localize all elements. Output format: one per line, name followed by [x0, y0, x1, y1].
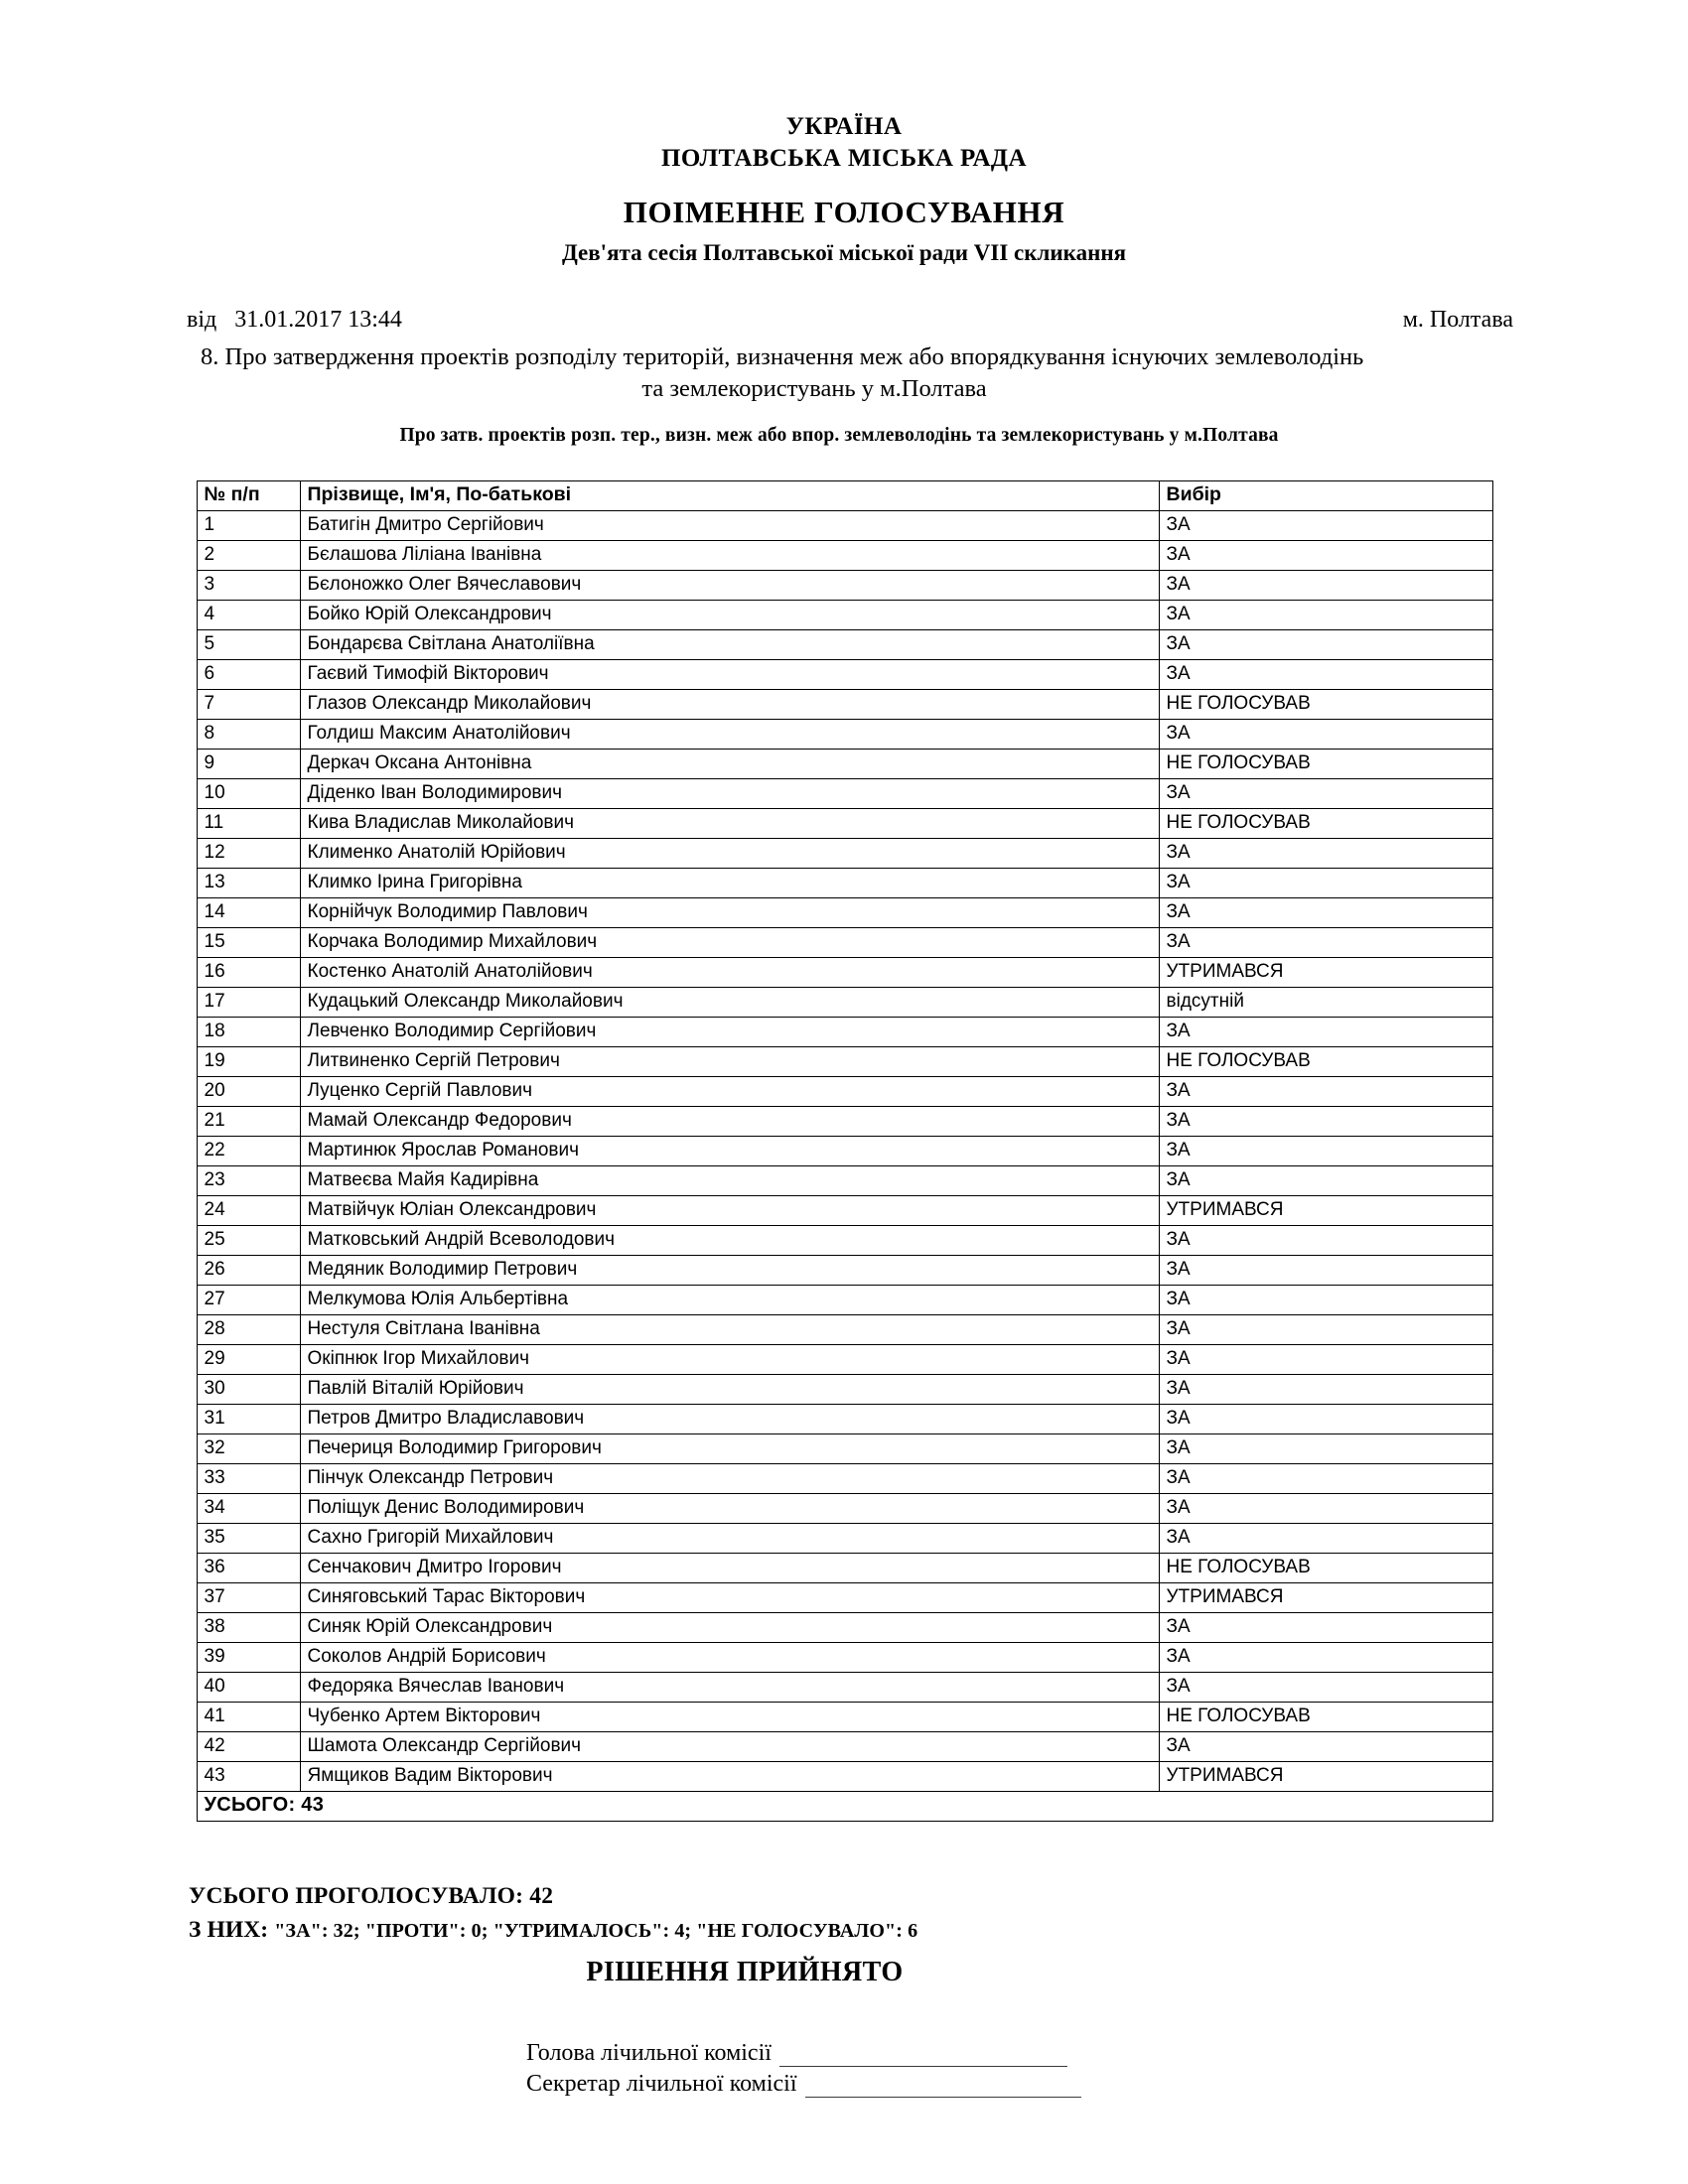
votes-table-body [197, 510, 1492, 1791]
table-row [197, 1463, 1492, 1493]
cell-deputy-name: Окіпнюк Ігор Михайлович [300, 1344, 1159, 1374]
cell-number: 36 [197, 1553, 300, 1582]
cell-vote-choice: ЗА [1159, 1344, 1492, 1374]
column-header-name: Прізвище, Ім'я, По-батькові [300, 480, 1159, 510]
table-row [197, 570, 1492, 600]
header-document-title: ПОІМЕННЕ ГОЛОСУВАННЯ [623, 195, 1065, 229]
cell-number: 3 [197, 570, 300, 600]
agenda-short-title: Про затв. проектів розп. тер., визн. меж або впор. землеволодінь та землекористувань у м.Полтава [399, 424, 1279, 446]
cell-deputy-name: Голдиш Максим Анатолійович [300, 719, 1159, 749]
cell-number: 41 [197, 1702, 300, 1731]
cell-vote-choice: ЗА [1159, 1612, 1492, 1642]
summary-total-voted-label: УСЬОГО ПРОГОЛОСУВАЛО: [189, 1882, 524, 1909]
cell-deputy-name: Левченко Володимир Сергійович [300, 1017, 1159, 1046]
cell-deputy-name: Павлій Віталій Юрійович [300, 1374, 1159, 1404]
table-row [197, 659, 1492, 689]
cell-vote-choice: ЗА [1159, 1672, 1492, 1702]
cell-deputy-name: Нестуля Світлана Іванівна [300, 1314, 1159, 1344]
cell-number: 13 [197, 868, 300, 897]
cell-vote-choice: ЗА [1159, 1225, 1492, 1255]
votes-table-foot [197, 1791, 1492, 1821]
cell-deputy-name: Медяник Володимир Петрович [300, 1255, 1159, 1285]
cell-vote-choice: ЗА [1159, 1523, 1492, 1553]
cell-deputy-name: Костенко Анатолій Анатолійович [300, 957, 1159, 987]
table-row [197, 778, 1492, 808]
cell-number: 38 [197, 1612, 300, 1642]
table-row [197, 1344, 1492, 1374]
cell-vote-choice: НЕ ГОЛОСУВАВ [1159, 689, 1492, 719]
cell-deputy-name: Печериця Володимир Григорович [300, 1433, 1159, 1463]
cell-number: 28 [197, 1314, 300, 1344]
table-row [197, 1582, 1492, 1612]
table-row [197, 897, 1492, 927]
table-header-row [197, 480, 1492, 510]
cell-number: 34 [197, 1493, 300, 1523]
cell-deputy-name: Бєлоножко Олег Вячеславович [300, 570, 1159, 600]
cell-number: 18 [197, 1017, 300, 1046]
cell-number: 29 [197, 1344, 300, 1374]
votes-table [197, 480, 1493, 1822]
table-row [197, 1433, 1492, 1463]
cell-number: 16 [197, 957, 300, 987]
cell-vote-choice: ЗА [1159, 1076, 1492, 1106]
cell-vote-choice: ЗА [1159, 1374, 1492, 1404]
cell-deputy-name: Клименко Анатолій Юрійович [300, 838, 1159, 868]
cell-vote-choice: УТРИМАВСЯ [1159, 1761, 1492, 1791]
table-row [197, 1046, 1492, 1076]
summary-breakdown-detail: "ЗА": 32; "ПРОТИ": 0; "УТРИМАЛОСЬ": 4; "НЕ ГОЛОСУВАЛО": 6 [274, 1919, 918, 1942]
cell-vote-choice: ЗА [1159, 1017, 1492, 1046]
cell-vote-choice: ЗА [1159, 868, 1492, 897]
cell-deputy-name: Мартинюк Ярослав Романович [300, 1136, 1159, 1165]
cell-number: 37 [197, 1582, 300, 1612]
table-row [197, 749, 1492, 778]
cell-deputy-name: Петров Дмитро Владиславович [300, 1404, 1159, 1433]
cell-vote-choice: ЗА [1159, 540, 1492, 570]
cell-number: 26 [197, 1255, 300, 1285]
agenda-line-2: та землекористувань у м.Полтава [641, 375, 987, 403]
cell-number: 25 [197, 1225, 300, 1255]
table-row [197, 808, 1492, 838]
cell-deputy-name: Луценко Сергій Павлович [300, 1076, 1159, 1106]
cell-vote-choice: ЗА [1159, 1106, 1492, 1136]
table-row [197, 1493, 1492, 1523]
cell-vote-choice: УТРИМАВСЯ [1159, 1582, 1492, 1612]
cell-deputy-name: Гаєвий Тимофій Вікторович [300, 659, 1159, 689]
cell-number: 6 [197, 659, 300, 689]
cell-number: 22 [197, 1136, 300, 1165]
cell-vote-choice: ЗА [1159, 1255, 1492, 1285]
table-row [197, 838, 1492, 868]
header-country: УКРАЇНА [785, 113, 903, 140]
table-row [197, 868, 1492, 897]
cell-deputy-name: Діденко Іван Володимирович [300, 778, 1159, 808]
signature-label-chair: Голова лічильної комісії [526, 2039, 772, 2066]
cell-number: 35 [197, 1523, 300, 1553]
cell-number: 19 [197, 1046, 300, 1076]
cell-deputy-name: Глазов Олександр Миколайович [300, 689, 1159, 719]
cell-vote-choice: ЗА [1159, 1463, 1492, 1493]
cell-number: 5 [197, 629, 300, 659]
table-row [197, 1076, 1492, 1106]
cell-vote-choice: НЕ ГОЛОСУВАВ [1159, 1702, 1492, 1731]
cell-number: 20 [197, 1076, 300, 1106]
cell-deputy-name: Федоряка Вячеслав Іванович [300, 1672, 1159, 1702]
cell-vote-choice: УТРИМАВСЯ [1159, 1195, 1492, 1225]
table-row [197, 719, 1492, 749]
cell-number: 17 [197, 987, 300, 1017]
signature-line-secretary [805, 2077, 1081, 2098]
cell-deputy-name: Поліщук Денис Володимирович [300, 1493, 1159, 1523]
cell-vote-choice: ЗА [1159, 629, 1492, 659]
cell-vote-choice: ЗА [1159, 927, 1492, 957]
cell-deputy-name: Литвиненко Сергій Петрович [300, 1046, 1159, 1076]
table-total-row [197, 1791, 1492, 1821]
table-row [197, 1761, 1492, 1791]
cell-vote-choice: ЗА [1159, 1404, 1492, 1433]
document-city: м. Полтава [1402, 306, 1513, 333]
table-row [197, 540, 1492, 570]
table-row [197, 1553, 1492, 1582]
cell-number: 14 [197, 897, 300, 927]
cell-vote-choice: ЗА [1159, 838, 1492, 868]
cell-number: 11 [197, 808, 300, 838]
cell-deputy-name: Мамай Олександр Федорович [300, 1106, 1159, 1136]
cell-number: 10 [197, 778, 300, 808]
table-row [197, 1731, 1492, 1761]
table-row [197, 1195, 1492, 1225]
cell-deputy-name: Матвеєва Майя Кадирівна [300, 1165, 1159, 1195]
cell-deputy-name: Кудацький Олександр Миколайович [300, 987, 1159, 1017]
cell-deputy-name: Синяговський Тарас Вікторович [300, 1582, 1159, 1612]
cell-deputy-name: Кива Владислав Миколайович [300, 808, 1159, 838]
table-row [197, 1374, 1492, 1404]
agenda-block [0, 341, 1688, 449]
date-and-city-row [0, 307, 1688, 334]
cell-deputy-name: Бойко Юрій Олександрович [300, 600, 1159, 629]
cell-deputy-name: Соколов Андрій Борисович [300, 1642, 1159, 1672]
table-row [197, 1225, 1492, 1255]
document-header [0, 0, 1688, 267]
cell-vote-choice: НЕ ГОЛОСУВАВ [1159, 1046, 1492, 1076]
summary-total-voted [189, 1879, 1688, 1913]
table-row [197, 1165, 1492, 1195]
cell-vote-choice: УТРИМАВСЯ [1159, 957, 1492, 987]
cell-number: 27 [197, 1285, 300, 1314]
cell-deputy-name: Климко Ірина Григорівна [300, 868, 1159, 897]
table-row [197, 1672, 1492, 1702]
cell-vote-choice: ЗА [1159, 1285, 1492, 1314]
cell-number: 15 [197, 927, 300, 957]
cell-vote-choice: ЗА [1159, 1314, 1492, 1344]
cell-number: 9 [197, 749, 300, 778]
cell-vote-choice: ЗА [1159, 510, 1492, 540]
table-row [197, 1612, 1492, 1642]
table-row [197, 957, 1492, 987]
cell-number: 30 [197, 1374, 300, 1404]
cell-deputy-name: Деркач Оксана Антонівна [300, 749, 1159, 778]
votes-table-wrapper [197, 480, 1492, 1822]
table-row [197, 1404, 1492, 1433]
cell-number: 33 [197, 1463, 300, 1493]
summary-total-voted-value: 42 [529, 1882, 554, 1909]
cell-number: 12 [197, 838, 300, 868]
cell-deputy-name: Пінчук Олександр Петрович [300, 1463, 1159, 1493]
cell-deputy-name: Корнійчук Володимир Павлович [300, 897, 1159, 927]
table-row [197, 1136, 1492, 1165]
cell-vote-choice: ЗА [1159, 719, 1492, 749]
cell-number: 8 [197, 719, 300, 749]
table-row [197, 689, 1492, 719]
cell-number: 43 [197, 1761, 300, 1791]
signature-label-secretary: Секретар лічильної комісії [526, 2070, 797, 2097]
cell-number: 39 [197, 1642, 300, 1672]
cell-vote-choice: ЗА [1159, 1642, 1492, 1672]
cell-deputy-name: Синяк Юрій Олександрович [300, 1612, 1159, 1642]
header-session: Дев'ята сесія Полтавської міської ради VII скликання [561, 240, 1127, 266]
cell-deputy-name: Батигін Дмитро Сергійович [300, 510, 1159, 540]
summary-block [0, 1879, 1688, 1947]
table-row [197, 1702, 1492, 1731]
cell-vote-choice: ЗА [1159, 600, 1492, 629]
document-date: від 31.01.2017 13:44 [187, 306, 402, 333]
summary-breakdown [189, 1913, 1688, 1947]
column-header-vote: Вибір [1159, 480, 1492, 510]
cell-vote-choice: ЗА [1159, 1493, 1492, 1523]
signature-block [0, 2040, 1688, 2098]
header-council: ПОЛТАВСЬКА МІСЬКА РАДА [661, 145, 1027, 172]
cell-number: 7 [197, 689, 300, 719]
decision-result: РІШЕННЯ ПРИЙНЯТО [586, 1956, 904, 1987]
table-row [197, 1523, 1492, 1553]
column-header-number: № п/п [197, 480, 300, 510]
cell-vote-choice: ЗА [1159, 659, 1492, 689]
cell-deputy-name: Бондарєва Світлана Анатоліївна [300, 629, 1159, 659]
cell-number: 2 [197, 540, 300, 570]
table-row [197, 629, 1492, 659]
cell-number: 23 [197, 1165, 300, 1195]
cell-deputy-name: Мелкумова Юлія Альбертівна [300, 1285, 1159, 1314]
table-row [197, 1017, 1492, 1046]
signature-row-chair [526, 2040, 1688, 2067]
cell-deputy-name: Чубенко Артем Вікторович [300, 1702, 1159, 1731]
agenda-line-1: 8. Про затвердження проектів розподілу територій, визначення меж або впорядкування існуючих землеволодінь [201, 342, 1364, 370]
table-row [197, 987, 1492, 1017]
cell-deputy-name: Сахно Григорій Михайлович [300, 1523, 1159, 1553]
cell-vote-choice: ЗА [1159, 1433, 1492, 1463]
cell-deputy-name: Сенчакович Дмитро Ігорович [300, 1553, 1159, 1582]
cell-deputy-name: Корчака Володимир Михайлович [300, 927, 1159, 957]
table-row [197, 1255, 1492, 1285]
table-row [197, 600, 1492, 629]
cell-deputy-name: Ямщиков Вадим Вікторович [300, 1761, 1159, 1791]
cell-number: 31 [197, 1404, 300, 1433]
cell-vote-choice: ЗА [1159, 1165, 1492, 1195]
cell-number: 40 [197, 1672, 300, 1702]
cell-number: 4 [197, 600, 300, 629]
cell-vote-choice: НЕ ГОЛОСУВАВ [1159, 749, 1492, 778]
signature-row-secretary [526, 2071, 1688, 2098]
cell-number: 1 [197, 510, 300, 540]
cell-number: 42 [197, 1731, 300, 1761]
cell-vote-choice: ЗА [1159, 570, 1492, 600]
signature-line-chair [779, 2046, 1067, 2067]
cell-deputy-name: Матковський Андрій Всеволодович [300, 1225, 1159, 1255]
cell-vote-choice: НЕ ГОЛОСУВАВ [1159, 1553, 1492, 1582]
cell-number: 32 [197, 1433, 300, 1463]
cell-vote-choice: НЕ ГОЛОСУВАВ [1159, 808, 1492, 838]
table-row [197, 1285, 1492, 1314]
cell-number: 24 [197, 1195, 300, 1225]
total-count-cell: УСЬОГО: 43 [197, 1791, 1492, 1821]
cell-vote-choice: ЗА [1159, 897, 1492, 927]
table-row [197, 1106, 1492, 1136]
table-row [197, 1314, 1492, 1344]
cell-vote-choice: відсутній [1159, 987, 1492, 1017]
table-row [197, 927, 1492, 957]
votes-table-head [197, 480, 1492, 510]
cell-vote-choice: ЗА [1159, 778, 1492, 808]
table-row [197, 510, 1492, 540]
cell-number: 21 [197, 1106, 300, 1136]
cell-deputy-name: Шамота Олександр Сергійович [300, 1731, 1159, 1761]
cell-deputy-name: Бєлашова Ліліана Іванівна [300, 540, 1159, 570]
summary-breakdown-prefix: З НИХ: [189, 1916, 269, 1943]
cell-vote-choice: ЗА [1159, 1136, 1492, 1165]
table-row [197, 1642, 1492, 1672]
cell-deputy-name: Матвійчук Юліан Олександрович [300, 1195, 1159, 1225]
cell-vote-choice: ЗА [1159, 1731, 1492, 1761]
